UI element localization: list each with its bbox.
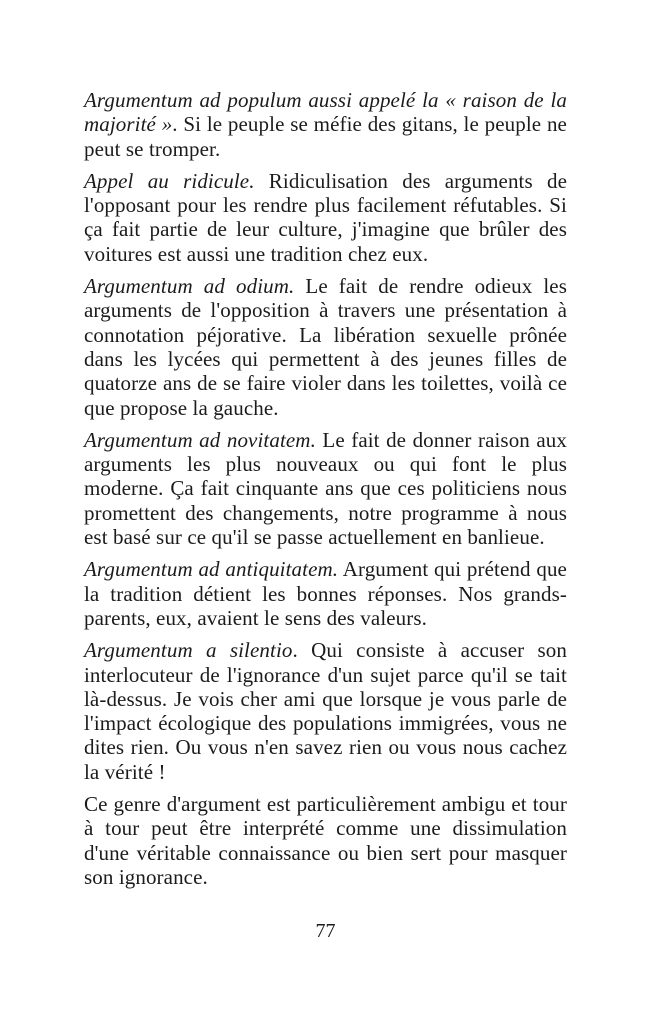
paragraph <box>84 792 567 889</box>
text-block <box>84 88 567 897</box>
paragraph-text: . Si le peuple se méfie des gitans, le peuple ne peut se tromper. <box>84 112 567 161</box>
paragraph <box>84 88 567 161</box>
paragraph-lead-italic: Appel au ridicule. <box>84 168 255 193</box>
paragraph <box>84 169 567 266</box>
paragraph-text: Ridiculisation des arguments de l'opposant pour les rendre plus facilement réfutables. Si ça fait partie de leur culture, j'imagine que brûler des voitures est aussi une tradition chez eux. <box>84 168 567 266</box>
paragraph <box>84 638 567 784</box>
paragraph-lead-italic: Argumentum ad populum aussi appelé la « raison de la majorité » <box>84 88 567 137</box>
paragraph-lead-italic: Argumentum ad antiquitatem. <box>84 557 339 582</box>
paragraph-text: Ce genre d'argument est particulièrement ambigu et tour à tour peut être interprété comme une dissimulation d'une véritable connaissance ou bien sert pour masquer son ignorance. <box>84 792 567 889</box>
paragraph <box>84 428 567 549</box>
paragraph <box>84 274 567 420</box>
paragraph-lead-italic: Argumentum ad novitatem. <box>84 427 316 452</box>
paragraph-text: Le fait de donner raison aux arguments les plus nouveaux ou qui font le plus moderne. Ça fait cinquante ans que ces politiciens nous promettent des changements, notre programme à nous est basé sur ce qu'il se passe actuellement en banlieue. <box>84 427 567 550</box>
page-number: 77 <box>315 920 336 942</box>
paragraph-text: Argument qui prétend que la tradition détient les bonnes réponses. Nos grands-parents, eux, avaient le sens des valeurs. <box>84 557 567 630</box>
paragraph-lead-italic: Argumentum ad odium. <box>84 274 295 299</box>
paragraph-lead-italic: Argumentum a silentio <box>84 638 293 663</box>
paragraph-text: . Qui consiste à accuser son interlocuteur de l'ignorance d'un sujet parce qu'il se tait là-dessus. Je vois cher ami que lorsque je vous parle de l'impact écologique des populations immigrées, vous ne dites rien. Ou vous n'en savez rien ou vous nous cachez la vérité ! <box>84 638 567 784</box>
paragraph <box>84 557 567 630</box>
paragraph-text: Le fait de rendre odieux les arguments de l'opposition à travers une présentation à connotation péjorative. La libération sexuelle prônée dans les lycées qui permettent à des jeunes filles de quatorze ans de se faire violer dans les toilettes, voilà ce que propose la gauche. <box>84 274 567 420</box>
